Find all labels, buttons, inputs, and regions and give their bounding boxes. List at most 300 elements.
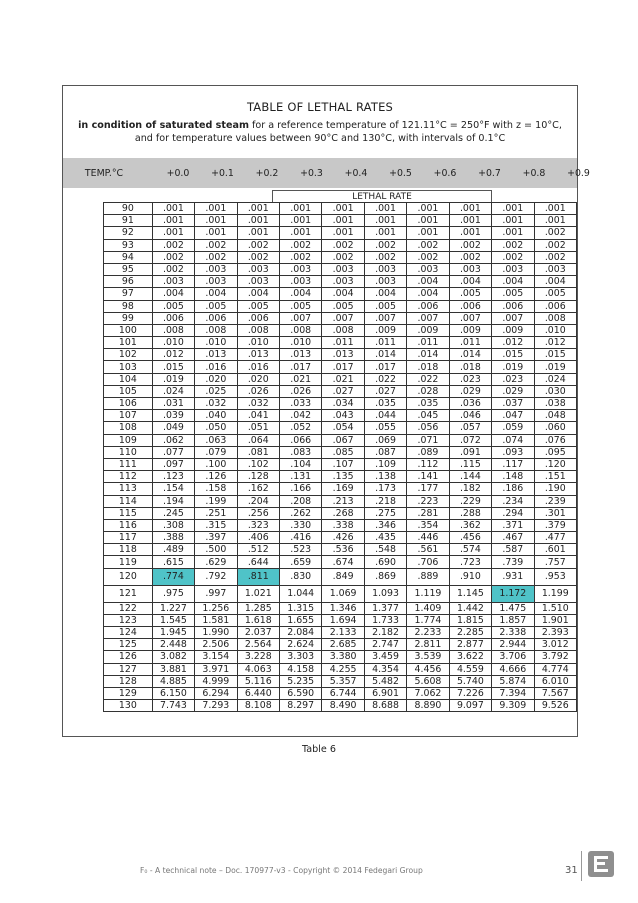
rate-cell: 2.037 xyxy=(237,627,279,639)
rate-cell: .032 xyxy=(237,398,279,410)
rate-cell: .074 xyxy=(492,434,534,446)
rate-cell: 3.706 xyxy=(492,651,534,663)
rate-cell: .001 xyxy=(322,203,364,215)
header-offset: +0.7 xyxy=(478,168,501,179)
rate-cell: .007 xyxy=(492,312,534,324)
rate-cell: .085 xyxy=(322,446,364,458)
rate-cell: .060 xyxy=(534,422,576,434)
rate-cell: 4.063 xyxy=(237,663,279,675)
rate-cell: .674 xyxy=(322,556,364,568)
rate-cell: .003 xyxy=(449,263,491,275)
temp-cell: 99 xyxy=(104,312,153,324)
rate-cell: .007 xyxy=(364,312,406,324)
rate-cell: .097 xyxy=(152,458,194,470)
rate-cell: .117 xyxy=(492,458,534,470)
rate-cell: .007 xyxy=(322,312,364,324)
header-temp: TEMP.°C xyxy=(84,168,124,179)
rate-cell: 2.338 xyxy=(492,627,534,639)
rate-cell: .002 xyxy=(152,263,194,275)
table-row xyxy=(104,602,577,614)
rate-cell: .007 xyxy=(407,312,449,324)
rate-cell: 3.622 xyxy=(449,651,491,663)
table-row xyxy=(104,337,577,349)
rate-cell: 1.815 xyxy=(449,614,491,626)
rate-cell: .022 xyxy=(407,373,449,385)
rate-cell: .067 xyxy=(322,434,364,446)
rate-cell: 1.655 xyxy=(279,614,321,626)
rate-cell: .629 xyxy=(195,556,237,568)
rate-cell: 1.093 xyxy=(364,585,406,602)
rate-cell: 6.590 xyxy=(279,687,321,699)
rate-cell: .131 xyxy=(279,471,321,483)
rate-cell: .467 xyxy=(492,532,534,544)
rate-cell: .194 xyxy=(152,495,194,507)
rate-cell: 8.108 xyxy=(237,700,279,712)
rate-cell: 2.811 xyxy=(407,639,449,651)
rate-cell: .023 xyxy=(449,373,491,385)
rate-cell: .001 xyxy=(534,203,576,215)
rate-cell: .811 xyxy=(237,568,279,585)
rate-cell: .055 xyxy=(364,422,406,434)
rate-cell: .561 xyxy=(407,544,449,556)
rate-cell: .397 xyxy=(195,532,237,544)
table-row xyxy=(104,483,577,495)
rate-cell: .014 xyxy=(407,349,449,361)
rate-cell: .047 xyxy=(492,410,534,422)
rate-cell: .002 xyxy=(195,239,237,251)
temp-cell: 101 xyxy=(104,337,153,349)
rate-cell: .004 xyxy=(152,288,194,300)
header-offset: +0.9 xyxy=(567,168,590,179)
rate-cell: .034 xyxy=(322,398,364,410)
rate-cell: 1.069 xyxy=(322,585,364,602)
rate-cell: .275 xyxy=(364,507,406,519)
rate-cell: .010 xyxy=(152,337,194,349)
rate-cell: .042 xyxy=(279,410,321,422)
rate-cell: .115 xyxy=(449,458,491,470)
rate-cell: .154 xyxy=(152,483,194,495)
rate-cell: .020 xyxy=(237,373,279,385)
rate-cell: .166 xyxy=(279,483,321,495)
rate-cell: .141 xyxy=(407,471,449,483)
rate-cell: 2.877 xyxy=(449,639,491,651)
rate-cell: .035 xyxy=(364,398,406,410)
table-row xyxy=(104,434,577,446)
rate-cell: .018 xyxy=(449,361,491,373)
temp-cell: 94 xyxy=(104,251,153,263)
rate-cell: .245 xyxy=(152,507,194,519)
rate-cell: 4.456 xyxy=(407,663,449,675)
rate-cell: .022 xyxy=(364,373,406,385)
rate-cell: .644 xyxy=(237,556,279,568)
temp-cell: 98 xyxy=(104,300,153,312)
rate-cell: .014 xyxy=(449,349,491,361)
rate-cell: .003 xyxy=(279,276,321,288)
rate-cell: .001 xyxy=(237,215,279,227)
rate-cell: .001 xyxy=(279,227,321,239)
rate-cell: .009 xyxy=(364,324,406,336)
temp-cell: 113 xyxy=(104,483,153,495)
rate-cell: .003 xyxy=(364,263,406,275)
rate-cell: .005 xyxy=(534,288,576,300)
rate-cell: 1.901 xyxy=(534,614,576,626)
rate-cell: .004 xyxy=(534,276,576,288)
rate-cell: .182 xyxy=(449,483,491,495)
rate-cell: 9.309 xyxy=(492,700,534,712)
rate-cell: .757 xyxy=(534,556,576,568)
rate-cell: 6.010 xyxy=(534,675,576,687)
rate-cell: .030 xyxy=(534,385,576,397)
rate-cell: .218 xyxy=(364,495,406,507)
temp-cell: 109 xyxy=(104,434,153,446)
temp-cell: 120 xyxy=(104,568,153,585)
rate-cell: 1.990 xyxy=(195,627,237,639)
rate-cell: 2.747 xyxy=(364,639,406,651)
rate-cell: 6.901 xyxy=(364,687,406,699)
rate-cell: .003 xyxy=(407,263,449,275)
rate-cell: .001 xyxy=(237,227,279,239)
table-row xyxy=(104,651,577,663)
rate-cell: .002 xyxy=(449,251,491,263)
rate-cell: 2.084 xyxy=(279,627,321,639)
rate-cell: .002 xyxy=(534,239,576,251)
rate-cell: 1.044 xyxy=(279,585,321,602)
rate-cell: 3.303 xyxy=(279,651,321,663)
table-row xyxy=(104,627,577,639)
rate-cell: .008 xyxy=(237,324,279,336)
rate-cell: .029 xyxy=(492,385,534,397)
rate-cell: .043 xyxy=(322,410,364,422)
rate-cell: 2.564 xyxy=(237,639,279,651)
rate-cell: .002 xyxy=(492,251,534,263)
rate-cell: 2.233 xyxy=(407,627,449,639)
rate-cell: .001 xyxy=(322,215,364,227)
table-row xyxy=(104,519,577,531)
rate-cell: 1.581 xyxy=(195,614,237,626)
rate-cell: .239 xyxy=(534,495,576,507)
rate-cell: .024 xyxy=(152,385,194,397)
table-row xyxy=(104,471,577,483)
rate-cell: .012 xyxy=(534,337,576,349)
rate-cell: 1.172 xyxy=(492,585,534,602)
rate-cell: 3.539 xyxy=(407,651,449,663)
rate-cell: 9.526 xyxy=(534,700,576,712)
temp-cell: 115 xyxy=(104,507,153,519)
rate-cell: .025 xyxy=(195,385,237,397)
rate-cell: .739 xyxy=(492,556,534,568)
rate-cell: .001 xyxy=(407,203,449,215)
table-row xyxy=(104,687,577,699)
rate-cell: .001 xyxy=(364,203,406,215)
rate-cell: .104 xyxy=(279,458,321,470)
rate-cell: 1.285 xyxy=(237,602,279,614)
rate-cell: .095 xyxy=(534,446,576,458)
rate-cell: .158 xyxy=(195,483,237,495)
rate-cell: .199 xyxy=(195,495,237,507)
rate-cell: .083 xyxy=(279,446,321,458)
temp-cell: 130 xyxy=(104,700,153,712)
rate-cell: .064 xyxy=(237,434,279,446)
rate-cell: .002 xyxy=(279,239,321,251)
rate-cell: .138 xyxy=(364,471,406,483)
temp-cell: 128 xyxy=(104,675,153,687)
table-row xyxy=(104,324,577,336)
rate-cell: .004 xyxy=(279,288,321,300)
rate-cell: .077 xyxy=(152,446,194,458)
rate-cell: .007 xyxy=(279,312,321,324)
rate-cell: 3.228 xyxy=(237,651,279,663)
table-row xyxy=(104,312,577,324)
rate-cell: .849 xyxy=(322,568,364,585)
rate-cell: .001 xyxy=(492,227,534,239)
table-row xyxy=(104,639,577,651)
rate-cell: .536 xyxy=(322,544,364,556)
rate-cell: .052 xyxy=(279,422,321,434)
rate-cell: .830 xyxy=(279,568,321,585)
rate-cell: 5.608 xyxy=(407,675,449,687)
rate-cell: .008 xyxy=(152,324,194,336)
rate-cell: .315 xyxy=(195,519,237,531)
rate-cell: .308 xyxy=(152,519,194,531)
rate-cell: 3.792 xyxy=(534,651,576,663)
rate-cell: .406 xyxy=(237,532,279,544)
temp-cell: 127 xyxy=(104,663,153,675)
rate-cell: .035 xyxy=(407,398,449,410)
table-row xyxy=(104,532,577,544)
rate-cell: .010 xyxy=(534,324,576,336)
rate-cell: .001 xyxy=(364,227,406,239)
table-row xyxy=(104,507,577,519)
rate-cell: .346 xyxy=(364,519,406,531)
rate-cell: 6.744 xyxy=(322,687,364,699)
table-row xyxy=(104,495,577,507)
rate-cell: 8.890 xyxy=(407,700,449,712)
rate-cell: 1.857 xyxy=(492,614,534,626)
rate-cell: .002 xyxy=(152,239,194,251)
rate-cell: .426 xyxy=(322,532,364,544)
rate-cell: .013 xyxy=(322,349,364,361)
rate-cell: .013 xyxy=(237,349,279,361)
rate-cell: .002 xyxy=(407,239,449,251)
rate-cell: .010 xyxy=(279,337,321,349)
rate-cell: 1.145 xyxy=(449,585,491,602)
rate-cell: .213 xyxy=(322,495,364,507)
table-row xyxy=(104,239,577,251)
rate-cell: 3.154 xyxy=(195,651,237,663)
rate-cell: .001 xyxy=(195,227,237,239)
rate-cell: .931 xyxy=(492,568,534,585)
rate-cell: .362 xyxy=(449,519,491,531)
header-offset: +0.2 xyxy=(255,168,279,179)
rate-cell: .792 xyxy=(195,568,237,585)
table-subtitle xyxy=(63,119,577,145)
header-offset: +0.4 xyxy=(344,168,368,179)
temp-cell: 104 xyxy=(104,373,153,385)
rate-cell: .109 xyxy=(364,458,406,470)
rate-cell: .048 xyxy=(534,410,576,422)
rate-cell: .162 xyxy=(237,483,279,495)
table-row xyxy=(104,614,577,626)
table-row xyxy=(104,385,577,397)
rate-cell: .009 xyxy=(449,324,491,336)
rate-cell: .001 xyxy=(449,227,491,239)
rate-cell: 4.559 xyxy=(449,663,491,675)
rate-cell: .330 xyxy=(279,519,321,531)
rate-cell: .016 xyxy=(195,361,237,373)
rate-cell: .003 xyxy=(237,276,279,288)
rate-cell: 3.012 xyxy=(534,639,576,651)
rate-cell: .323 xyxy=(237,519,279,531)
rate-cell: .076 xyxy=(534,434,576,446)
table-row xyxy=(104,300,577,312)
rate-cell: 8.688 xyxy=(364,700,406,712)
rate-cell: .028 xyxy=(407,385,449,397)
rate-cell: .169 xyxy=(322,483,364,495)
rate-cell: 2.624 xyxy=(279,639,321,651)
rate-cell: .003 xyxy=(322,276,364,288)
rate-cell: .003 xyxy=(322,263,364,275)
table-row xyxy=(104,398,577,410)
rate-cell: .008 xyxy=(534,312,576,324)
rate-cell: .002 xyxy=(237,239,279,251)
temp-cell: 116 xyxy=(104,519,153,531)
rate-cell: 1.199 xyxy=(534,585,576,602)
rate-cell: .002 xyxy=(534,227,576,239)
rate-cell: .071 xyxy=(407,434,449,446)
rate-cell: 3.082 xyxy=(152,651,194,663)
rate-cell: .006 xyxy=(534,300,576,312)
rate-cell: .002 xyxy=(364,239,406,251)
rate-cell: .004 xyxy=(322,288,364,300)
rate-cell: 9.097 xyxy=(449,700,491,712)
temp-cell: 100 xyxy=(104,324,153,336)
rate-cell: .089 xyxy=(407,446,449,458)
temp-cell: 122 xyxy=(104,602,153,614)
rate-cell: .100 xyxy=(195,458,237,470)
rate-cell: 7.062 xyxy=(407,687,449,699)
rate-cell: .040 xyxy=(195,410,237,422)
rate-cell: 7.394 xyxy=(492,687,534,699)
table-row xyxy=(104,410,577,422)
rate-cell: .601 xyxy=(534,544,576,556)
temp-cell: 125 xyxy=(104,639,153,651)
rate-cell: .036 xyxy=(449,398,491,410)
temp-cell: 129 xyxy=(104,687,153,699)
rate-cell: .014 xyxy=(364,349,406,361)
temp-cell: 118 xyxy=(104,544,153,556)
rate-cell: .001 xyxy=(534,215,576,227)
rate-cell: .011 xyxy=(407,337,449,349)
rate-cell: .006 xyxy=(492,300,534,312)
table-row xyxy=(104,251,577,263)
rate-cell: .001 xyxy=(449,203,491,215)
rate-cell: .008 xyxy=(322,324,364,336)
rate-cell: .063 xyxy=(195,434,237,446)
rate-cell: 6.440 xyxy=(237,687,279,699)
rate-cell: .002 xyxy=(152,251,194,263)
rate-cell: .659 xyxy=(279,556,321,568)
rate-cell: .128 xyxy=(237,471,279,483)
rate-cell: 2.182 xyxy=(364,627,406,639)
rate-cell: .003 xyxy=(534,263,576,275)
header-offset: +0.1 xyxy=(211,168,234,179)
rate-cell: .002 xyxy=(364,251,406,263)
rate-cell: .012 xyxy=(152,349,194,361)
rate-cell: .416 xyxy=(279,532,321,544)
rate-cell: 5.357 xyxy=(322,675,364,687)
rate-cell: .004 xyxy=(407,288,449,300)
rate-cell: .023 xyxy=(492,373,534,385)
subtitle-line2: and for temperature values between 90°C and 130°C, with intervals of 0.1°C xyxy=(134,133,506,144)
rate-cell: .723 xyxy=(449,556,491,568)
rate-cell: 4.774 xyxy=(534,663,576,675)
rate-cell: .435 xyxy=(364,532,406,544)
rate-cell: 4.354 xyxy=(364,663,406,675)
table-row xyxy=(104,663,577,675)
temp-cell: 119 xyxy=(104,556,153,568)
rate-cell: 6.150 xyxy=(152,687,194,699)
temp-cell: 106 xyxy=(104,398,153,410)
rate-cell: .045 xyxy=(407,410,449,422)
rate-cell: .020 xyxy=(195,373,237,385)
rate-cell: .208 xyxy=(279,495,321,507)
temp-cell: 103 xyxy=(104,361,153,373)
temp-cell: 123 xyxy=(104,614,153,626)
rate-cell: .002 xyxy=(195,251,237,263)
rate-cell: 1.774 xyxy=(407,614,449,626)
temp-cell: 97 xyxy=(104,288,153,300)
temp-cell: 91 xyxy=(104,215,153,227)
rate-cell: .102 xyxy=(237,458,279,470)
rate-cell: 5.482 xyxy=(364,675,406,687)
column-header-row xyxy=(63,158,590,188)
rate-cell: .256 xyxy=(237,507,279,519)
rate-cell: .072 xyxy=(449,434,491,446)
rate-cell: 8.297 xyxy=(279,700,321,712)
rate-cell: .038 xyxy=(534,398,576,410)
rate-cell: .024 xyxy=(534,373,576,385)
header-offset: +0.6 xyxy=(433,168,457,179)
temp-cell: 102 xyxy=(104,349,153,361)
rate-cell: 1.475 xyxy=(492,602,534,614)
rate-cell: .027 xyxy=(364,385,406,397)
rate-cell: 1.409 xyxy=(407,602,449,614)
rate-cell: .112 xyxy=(407,458,449,470)
header-offset: +0.0 xyxy=(166,168,190,179)
rate-cell: .037 xyxy=(492,398,534,410)
rate-cell: .002 xyxy=(407,251,449,263)
rate-cell: .033 xyxy=(279,398,321,410)
rate-cell: .041 xyxy=(237,410,279,422)
rate-cell: .126 xyxy=(195,471,237,483)
rate-cell: .251 xyxy=(195,507,237,519)
rate-cell: 4.885 xyxy=(152,675,194,687)
rate-cell: .046 xyxy=(449,410,491,422)
rate-cell: .371 xyxy=(492,519,534,531)
rate-cell: .234 xyxy=(492,495,534,507)
table-row xyxy=(104,568,577,585)
lethal-rate-label: LETHAL RATE xyxy=(272,190,492,202)
rate-cell: .379 xyxy=(534,519,576,531)
temp-cell: 92 xyxy=(104,227,153,239)
rate-cell: .975 xyxy=(152,585,194,602)
rate-cell: .500 xyxy=(195,544,237,556)
rate-cell: 2.285 xyxy=(449,627,491,639)
rate-cell: 2.448 xyxy=(152,639,194,651)
rate-cell: .190 xyxy=(534,483,576,495)
rate-cell: .003 xyxy=(152,276,194,288)
rate-cell: .026 xyxy=(237,385,279,397)
